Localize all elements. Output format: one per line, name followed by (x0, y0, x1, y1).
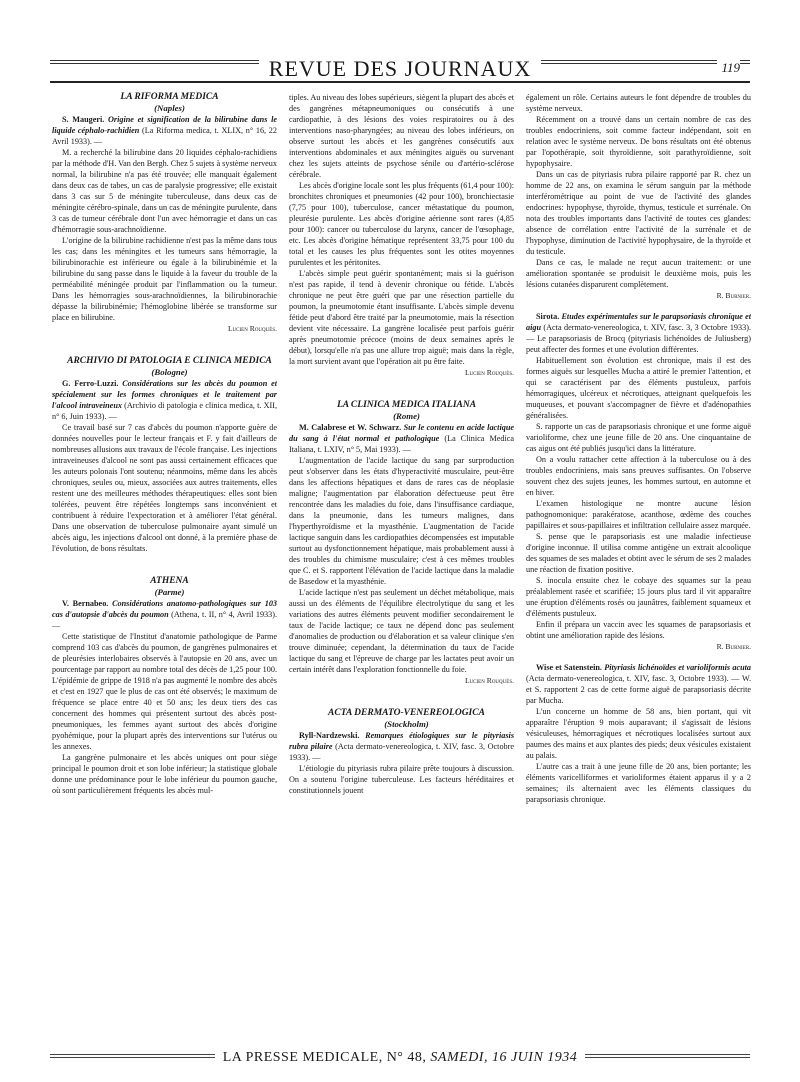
signature: Lucien Rouquès. (464, 368, 514, 377)
page-title: REVUE DES JOURNAUX (259, 56, 541, 82)
author: Wise et Satenstein. (536, 663, 602, 672)
paragraph: Enfin il prépara un vaccin avec les squames de parapsoriasis et obtint une amélioration rapide des lésions. (526, 620, 751, 640)
author: G. Ferro-Luzzi. (62, 379, 119, 388)
paragraph: L'augmentation de l'acide lactique du sang par surproduction peut s'observer dans les états d'hyperactivité musculaire, peut-être dans les affections hépatiques et dans de rares cas de néoplasie maligne; l'augmentation par élaboration défectueuse peut être rencontrée dans les maladies du foie, dans l'insuffisance cardiaque, dans la pneumonie, dans les tumeurs malignes, dans l'hyperthyroïdisme et la myasthénie. L'augmentation de l'acide lactique sanguin dans les cardiopathies décompensées est imputable surtout au dysfonctionnement hépatique, mais probablement aussi à des troubles du chimisme musculaire; c'est à ces mêmes troubles que C. et S. rapportent l'élévation de l'acide lactique dans la maladie de Basedow et la myasthénie. (289, 456, 514, 586)
paragraph: S. rapporte un cas de parapsoriasis chronique et une forme aiguë varioliforme, chez une jeune fille de 20 ans. Une cinquantaine de cas aigus ont été publiés jusqu'ici dans la littérature. (526, 422, 751, 453)
citation: (Acta dermato-venereologica, t. XIV, fasc. 3, 3 Octobre 1933). — (526, 323, 751, 343)
signature: Lucien Rouquès. (464, 676, 514, 685)
paragraph: Récemment on a trouvé dans un certain nombre de cas des troubles endocriniens, soit comme facteur indépendant, soit en relation avec le système nerveux. De bons résultats ont été obtenus par l'opothérapie, soit thyroïdienne, soit parathyroïdienne, soit hypophysaire. (526, 115, 751, 168)
signature: Lucien Rouquès. (227, 324, 277, 333)
author: M. Calabrese et W. Schwarz. (299, 423, 402, 432)
journal-name: ATHENA (150, 576, 189, 586)
article-title: Etudes expérimentales sur le parapsoriasis chronique et aigu (526, 312, 751, 332)
paragraph: W. et S. rapportent 2 cas de cette forme aiguë de parapsoriasis décrite par Mucha. (526, 674, 751, 705)
abstract-heading (52, 378, 277, 422)
column-2 (289, 92, 514, 1032)
signature: R. Burnier. (716, 291, 751, 300)
page-footer (50, 1046, 750, 1066)
journal-city: (Naples) (154, 103, 185, 113)
abstract-heading (52, 598, 277, 631)
page-number: 119 (717, 60, 740, 76)
citation: (La Clinica Medica Italiana, t. LXIV, n° 5, Mai 1933). — (289, 434, 514, 454)
abstract-heading (526, 311, 751, 355)
journal-name: ACTA DERMATO-VENEREOLOGICA (328, 708, 485, 718)
header-bottom-rule (50, 81, 750, 83)
paragraph: tiples. Au niveau des lobes supérieurs, siègent la plupart des abcès et des gangrènes métapneumoniques ou consécutifs à une cardiopathie, à des lésions des voies respiratoires ou à des interventions naso-pharyngées; au niveau des lobes inférieurs, on observe surtout les abcès et les gangrènes consécutifs aux interventions abdominales et aux méningites aiguës ou survenant chez les sujets atteints de psychose sénile ou d'artério-sclérose cérébrale. (289, 93, 514, 179)
journal-city: (Parme) (154, 587, 185, 597)
article-title: Origine et signification de la bilirubine dans le liquide céphalo-rachidien (52, 115, 277, 135)
article-title: Pityriasis lichénoïdes et varioliformis acuta (604, 663, 751, 672)
article-title: Considérations sur les abcès du poumon et spécialement sur les formes chroniques et le traitement par l'alcool intraveineux (52, 379, 277, 410)
paragraph: également un rôle. Certains auteurs le font dépendre de troubles du système nerveux. (526, 93, 751, 113)
issue-date: SAMEDI, 16 JUIN 1934 (430, 1050, 578, 1065)
paragraph: Dans ce cas, le malade ne reçut aucun traitement: or une amélioration spontanée se produisit le deuxième mois, puis les lésions cutanées disparurent complètement. (526, 258, 751, 289)
article-columns (52, 92, 752, 1032)
author: S. Maugeri. (62, 115, 105, 124)
column-1 (52, 92, 277, 1032)
column-3 (526, 92, 751, 1032)
citation: (Acta dermato-venereologica, t. XIV, fasc. 3, Octobre 1933). — (526, 674, 740, 683)
abstract-heading (52, 114, 277, 147)
journal-city: (Stockholm) (384, 719, 429, 729)
journal-city: (Rome) (393, 411, 420, 421)
signature: R. Burnier. (716, 642, 751, 651)
journal-name: LA RIFORMA MEDICA (120, 92, 219, 102)
citation: (Archivio di patologia e clinica medica, t. XII, n° 6, Juin 1933). — (52, 401, 277, 421)
paragraph: S. inocula ensuite chez le cobaye des squames sur la peau préalablement rasée et scarifiée; 15 jours plus tard il vit apparaître une éruption d'éléments rosés ou jaunâtres, faiblement squameux et d'éléments pustuleux. (526, 576, 751, 618)
author: Ryll-Nardzewski. (299, 731, 360, 740)
paragraph: Le parapsoriasis de Brocq (pityriasis lichénoïdes de Juliusberg) peut affecter des formes et une évolution différentes. (526, 334, 751, 354)
paragraph: Ce travail basé sur 7 cas d'abcès du poumon n'apporte guère de données nouvelles pour le lecteur français et F. y fait d'ailleurs de nombreuses allusions aux travaux de l'école française. Les injections intraveineuses d'alcool ne sont pas aussi certainement efficaces que les auteurs polonais l'ont soutenu; néanmoins, même dans les abcès chroniques, seules ou, mieux, associées aux autres traitements, elles restent une des meilleures méthodes thérapeutiques: elles sont bien tolérées, peuvent être répétées longtemps sans inconvénient et contribuent à réduire l'expectoration et à améliorer l'état général. Dans une observation de tuberculose pulmonaire ayant simulé un abcès aigu, les injections d'alcool ont donné, à la première phase de l'évolution, de bons résultats. (52, 423, 277, 553)
article-title: Sur le contenu en acide lactique du sang à l'état normal et pathologique (289, 423, 514, 443)
paragraph: La gangrène pulmonaire et les abcès uniques ont pour siège principal le poumon droit et son lobe inférieur; la statistique globale donne une prédominance pour le lobe inférieur du poumon gauche, où sont particulièrement fréquents les abcès mul- (52, 753, 277, 795)
paragraph: On a voulu rattacher cette affection à la tuberculose ou à des troubles endocriniens, mais sans preuves suffisantes. On l'observe souvent chez des sujets jeunes, les hommes surtout, en automne et en hiver. (526, 455, 751, 497)
journal-name: ARCHIVIO DI PATOLOGIA E CLINICA MEDICA (67, 356, 272, 366)
paragraph: L'un concerne un homme de 58 ans, bien portant, qui vit apparaître l'éruption 9 mois auparavant; il s'agissait de lésions vésiculeuses, hémorragiques et nécrotiques localisées surtout aux paumes des mains et aux plantes des pieds; deux vésicules existaient au palais. (526, 707, 751, 760)
author: Sirota. (536, 312, 560, 321)
publication-name: LA PRESSE MEDICALE, N° 48, (222, 1050, 427, 1065)
paragraph: L'acide lactique n'est pas seulement un déchet métabolique, mais aussi un des éléments de l'équilibre électrolytique du sang et les variations des autres éléments peuvent modifier secondairement le taux de l'acide lactique; ce taux ne dépend donc pas seulement d'anomalies de production ou d'élaboration et sa valeur clinique s'en trouve diminuée; cependant, la détermination du taux de l'acide lactique du sang et l'épreuve de charge par les lactates peut avoir un certain intérêt dans l'exploration fonctionnelle du foie. (289, 588, 514, 674)
journal-name: LA CLINICA MEDICA ITALIANA (336, 400, 477, 410)
paragraph: Les abcès d'origine locale sont les plus fréquents (61,4 pour 100): bronchites chroniques et pneumonies (42 pour 100), bronchiectasie (7,75 pour 100), tuberculose, cancer métastatique du poumon, pleurésie purulente. Les abcès d'origine aérienne sont rares (4,85 pour 100): cancer ou tuberculose du larynx, cancer de l'œsophage, etc. Les abcès d'origine hématique représentent 33,75 pour 100 du total et les causes les plus fréquentes sont les otites moyennes purulentes et les péritonites. (289, 181, 514, 267)
journal-city: (Bologne) (151, 367, 188, 377)
paragraph: Cette statistique de l'Institut d'anatomie pathologique de Parme comprend 103 cas d'abcès du poumon, de gangrènes pulmonaires et de pleurésies interlobaires observés à l'autopsie en 20 ans, avec un pourcentage par rapport au nombre total des décès de 1,25 pour 100. L'épidémie de grippe de 1918 n'a pas augmenté le nombre des abcès et c'est en 1927 que le plus de cas ont été observés; le maximum de fréquence se place entre 40 et 50 ans; les deux tiers des cas concernent des hommes qui présentent surtout des abcès post-pneumoniques, les femmes ayant surtout des abcès d'origine pyohémique, pour la plupart après des interventions sur l'utérus ou les annexes. (52, 632, 277, 751)
abstract-heading (289, 422, 514, 455)
paragraph: Dans un cas de pityriasis rubra pilaire rapporté par R. chez un homme de 22 ans, on examina le sérum sanguin par la méthode interférométrique au point de vue de l'activité des glandes endocrines: hypophyse, thyroïde, thymus, testicule et surrénale. On nota des troubles importants dans l'activité de toutes ces glandes: absence de corrélation entre l'activité de la surrénale et de l'hypophyse, diminution de l'activité hypophysaire, de la thyroïde et du testicule. (526, 170, 751, 256)
paragraph: S. pense que le parapsoriasis est une maladie infectieuse d'origine inconnue. Il utilisa comme antigène un extrait alcoolique des squames de ses malades et obtint avec le sérum de ses 2 malades une réaction de fixation positive. (526, 532, 751, 574)
article-title: Remarques étiologiques sur le pityriasis rubra pilaire (289, 731, 514, 751)
author: V. Bernabeo. (62, 599, 109, 608)
citation: (Athena, t. II, n° 4, Avril 1933). — (52, 610, 277, 630)
paragraph: L'abcès simple peut guérir spontanément; mais si la guérison n'est pas rapide, il tend à devenir chronique ou fétide. L'abcès chronique ne peut être guéri que par une résection partielle du poumon, la pneumotomie étant insuffisante. L'abcès simple devenu fétide peut d'abord être traité par la pneumotomie, mais la résection devient vite nécessaire. La gangrène localisée peut parfois guérir après pneumotomie précoce (moins de deux semaines après le début), lorsqu'elle n'a pas une allure trop aiguë; mais dans la règle, la mort survient avant que l'opération ait pu être faite. (289, 269, 514, 366)
footer-text (215, 1050, 586, 1065)
masthead (0, 56, 800, 82)
article-title: Considérations anatomo-pathologiques sur 103 cas d'autopsie d'abcès du poumon (52, 599, 277, 619)
citation: (La Riforma medica, t. XLIX, n° 16, 22 Avril 1933). — (52, 126, 277, 146)
paragraph: L'origine de la bilirubine rachidienne n'est pas la même dans tous les cas; dans les méningites et les tumeurs sans hémorragie, la bilirubinorachie est inférieure ou égale à la bilirubinémie et la bilirubine du sang passe dans le liquide à la faveur du trouble de la perméabilité méningée produit par l'inflammation ou la tumeur. Dans les hémorragies sous-arachnoïdiennes, la bilirubinorachie dépasse la bilirubinémie; l'hémoglobine libérée se transforme sur place en bilirubine. (52, 236, 277, 322)
paragraph: L'autre cas a trait à une jeune fille de 20 ans, bien portante; les éléments varicelliformes et varioliformes étaient apparus il y a 2 semaines; ils alternaient avec les éléments classiques du parapsoriasis chronique. (526, 762, 751, 804)
paragraph: Habituellement son évolution est chronique, mais il est des formes aiguës sur lesquelles Mucha a attiré le premier l'attention, et qui se caractérisent par des éléments pustuleux, parfois hémorragiques, ulcéreux et nécrotiques, atteignant quelquefois les muqueuses, et pouvant s'accompagner de fièvre et d'adénopathies généralisées. (526, 356, 751, 420)
paragraph: M. a recherché la bilirubine dans 20 liquides céphalo-rachidiens par la méthode d'H. Van den Bergh. Chez 5 sujets à système nerveux normal, la bilirubine n'a pas été trouvée; elle manquait également dans deux cas de tabes, un cas de paralysie progressive; elle existait dans 3 cas sur 5 de méningite tuberculeuse, dans deux cas de méningite cérébro-spinale, dans un cas de méningite purulente, dans 3 cas de tumeur cérébrale dont l'un avec hémorragie et dans un cas d'hémorragie sous-arachnoïdienne. (52, 148, 277, 234)
abstract-heading (289, 730, 514, 763)
paragraph: L'étiologie du pityriasis rubra pilaire prête toujours à discussion. On a soutenu l'origine tuberculeuse. Les facteurs héréditaires et constitutionnels jouent (289, 764, 514, 795)
citation: (Acta dermato-venereologica, t. XIV, fasc. 3, Octobre 1933). — (289, 742, 514, 762)
abstract-heading (526, 662, 751, 706)
paragraph: L'examen histologique ne montre aucune lésion pathognomonique: parakératose, acanthose, œdème des couches papillaires et sous-papillaires et infiltration cellulaire assez marquée. (526, 499, 751, 530)
